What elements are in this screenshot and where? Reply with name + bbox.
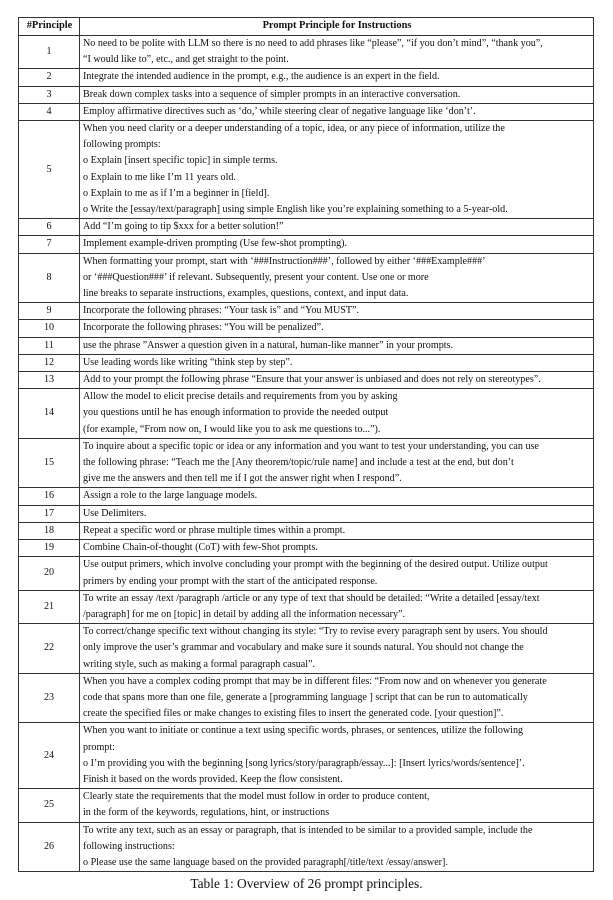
principle-text bbox=[80, 86, 594, 103]
table-row bbox=[19, 303, 594, 320]
principle-text-line: in the form of the keywords, regulations, hint, or instructions bbox=[83, 807, 330, 819]
principle-text-line: you questions until he has enough information to provide the needed output bbox=[83, 407, 389, 419]
principle-number: 1 bbox=[19, 36, 80, 69]
principle-text bbox=[80, 389, 594, 439]
table-row bbox=[19, 557, 594, 590]
principle-text bbox=[80, 624, 594, 674]
principle-text-line: writing style, such as making a formal paragraph casual”. bbox=[83, 658, 316, 670]
principle-text-line: To correct/change specific text without changing its style: “Try to revise every paragraph sent by users. You should bbox=[83, 626, 548, 638]
principle-text bbox=[80, 121, 594, 219]
principle-text-line: create the specified files or make changes to existing files to insert the generated code. [your question]”. bbox=[83, 708, 504, 720]
principle-number: 16 bbox=[19, 488, 80, 505]
principle-text-line: Implement example-driven prompting (Use few-shot prompting). bbox=[83, 238, 348, 250]
principle-text-line: o Explain to me like I’m 11 years old. bbox=[83, 171, 236, 183]
principle-number: 15 bbox=[19, 438, 80, 488]
principle-text bbox=[80, 557, 594, 590]
principle-text-line: o Explain [insert specific topic] in simple terms. bbox=[83, 155, 278, 167]
principle-text-line: Clearly state the requirements that the model must follow in order to produce content, bbox=[83, 791, 430, 803]
principle-text-line: following prompts: bbox=[83, 139, 161, 151]
table-row bbox=[19, 103, 594, 120]
principle-text bbox=[80, 488, 594, 505]
principle-number: 23 bbox=[19, 673, 80, 723]
principle-text-line: Use output primers, which involve concluding your prompt with the beginning of the desired output. Utilize output bbox=[83, 559, 548, 571]
principle-number: 2 bbox=[19, 69, 80, 86]
principle-number: 11 bbox=[19, 337, 80, 354]
principle-text bbox=[80, 103, 594, 120]
table-row bbox=[19, 789, 594, 822]
principle-number: 21 bbox=[19, 590, 80, 623]
principle-text-line: Finish it based on the words provided. Keep the flow consistent. bbox=[83, 773, 343, 785]
table-row bbox=[19, 236, 594, 253]
table-row bbox=[19, 121, 594, 219]
table-row bbox=[19, 624, 594, 674]
principle-text bbox=[80, 236, 594, 253]
principle-number: 14 bbox=[19, 389, 80, 439]
table-row bbox=[19, 69, 594, 86]
principle-text-line: Add to your prompt the following phrase “Ensure that your answer is unbiased and does not rely on stereotypes”. bbox=[83, 374, 541, 386]
column-header-number: #Principle bbox=[19, 18, 80, 36]
table-row bbox=[19, 86, 594, 103]
principle-number: 19 bbox=[19, 540, 80, 557]
principle-text bbox=[80, 505, 594, 522]
principle-text-line: Break down complex tasks into a sequence of simpler prompts in an interactive conversation. bbox=[83, 88, 461, 100]
principle-number: 4 bbox=[19, 103, 80, 120]
principle-text bbox=[80, 673, 594, 723]
principle-text-line: the following phrase: “Teach me the [Any theorem/topic/rule name] and include a test at the end, but don’t bbox=[83, 457, 514, 469]
principle-text bbox=[80, 320, 594, 337]
principle-number: 12 bbox=[19, 354, 80, 371]
principle-text-line: Use Delimiters. bbox=[83, 507, 147, 519]
principle-text-line: When you want to initiate or continue a text using specific words, phrases, or sentences, utilize the following bbox=[83, 725, 524, 737]
principle-text bbox=[80, 337, 594, 354]
principle-text-line: /paragraph] for me on [topic] in detail by adding all the information necessary”. bbox=[83, 608, 406, 620]
principle-text-line: give me the answers and then tell me if I got the answer right when I respond”. bbox=[83, 473, 402, 485]
principle-text bbox=[80, 540, 594, 557]
principle-text-line: code that spans more than one file, generate a [programming language ] script that can be run to automatically bbox=[83, 691, 528, 703]
principle-text-line: To inquire about a specific topic or idea or any information and you want to test your understanding, you can use bbox=[83, 440, 539, 452]
column-header-principle: Prompt Principle for Instructions bbox=[80, 18, 594, 36]
principle-number: 25 bbox=[19, 789, 80, 822]
principle-number: 8 bbox=[19, 253, 80, 303]
principle-number: 13 bbox=[19, 372, 80, 389]
table-row bbox=[19, 505, 594, 522]
principle-text bbox=[80, 590, 594, 623]
principle-text-line: use the phrase ”Answer a question given in a natural, human-like manner” in your prompts. bbox=[83, 339, 453, 351]
principle-text-line: o I’m providing you with the beginning [song lyrics/story/paragraph/essay...]: [Insert lyrics/words/sentence]’. bbox=[83, 757, 525, 769]
principle-text-line: only improve the user’s grammar and vocabulary and make sure it sounds natural. You should not change the bbox=[83, 642, 524, 654]
table-row bbox=[19, 372, 594, 389]
principle-text bbox=[80, 253, 594, 303]
table-row bbox=[19, 354, 594, 371]
principle-text bbox=[80, 822, 594, 872]
principle-text-line: When formatting your prompt, start with ‘###Instruction###’, followed by either ‘###Example###’ bbox=[83, 255, 486, 267]
principle-text-line: Incorporate the following phrases: “You will be penalized”. bbox=[83, 322, 324, 334]
principle-number: 6 bbox=[19, 219, 80, 236]
table-row bbox=[19, 389, 594, 439]
principle-number: 5 bbox=[19, 121, 80, 219]
principle-number: 20 bbox=[19, 557, 80, 590]
principle-number: 18 bbox=[19, 522, 80, 539]
principle-text-line: Assign a role to the large language models. bbox=[83, 490, 258, 502]
principle-text-line: No need to be polite with LLM so there is no need to add phrases like “please”, “if you don’t mind”, “thank you”, bbox=[83, 38, 543, 49]
table-caption: Table 1: Overview of 26 prompt principles. bbox=[190, 876, 423, 891]
principle-text-line: To write an essay /text /paragraph /article or any type of text that should be detailed: “Write a detailed [essay/text bbox=[83, 592, 540, 604]
principle-text bbox=[80, 438, 594, 488]
principle-text-line: “I would like to”, etc., and get straight to the point. bbox=[83, 54, 289, 66]
principle-number: 22 bbox=[19, 624, 80, 674]
principle-text bbox=[80, 789, 594, 822]
principle-text-line: following instructions: bbox=[83, 840, 175, 852]
table-row bbox=[19, 438, 594, 488]
principle-number: 26 bbox=[19, 822, 80, 872]
principle-text-line: primers by ending your prompt with the start of the anticipated response. bbox=[83, 575, 378, 587]
principle-text-line: line breaks to separate instructions, examples, questions, context, and input data. bbox=[83, 288, 409, 300]
principle-text-line: o Write the [essay/text/paragraph] using simple English like you’re explaining something to a 5-year-old. bbox=[83, 204, 508, 216]
principle-text-line: or ‘###Question###’ if relevant. Subsequently, present your content. Use one or more bbox=[83, 271, 429, 283]
principle-text bbox=[80, 723, 594, 789]
principle-text bbox=[80, 372, 594, 389]
table-row bbox=[19, 723, 594, 789]
principle-text-line: o Please use the same language based on the provided paragraph[/title/text /essay/answer]. bbox=[83, 856, 448, 868]
principle-text bbox=[80, 303, 594, 320]
principle-number: 7 bbox=[19, 236, 80, 253]
principle-number: 10 bbox=[19, 320, 80, 337]
principle-number: 24 bbox=[19, 723, 80, 789]
principle-number: 3 bbox=[19, 86, 80, 103]
principle-text-line: (for example, “From now on, I would like you to ask me questions to...”). bbox=[83, 423, 381, 435]
table-row bbox=[19, 219, 594, 236]
principle-text-line: Use leading words like writing “think step by step”. bbox=[83, 356, 293, 368]
table-row bbox=[19, 522, 594, 539]
principle-text-line: Add “I’m going to tip $xxx for a better solution!” bbox=[83, 221, 284, 233]
principle-text-line: Combine Chain-of-thought (CoT) with few-Shot prompts. bbox=[83, 542, 318, 554]
principle-number: 17 bbox=[19, 505, 80, 522]
principle-number: 9 bbox=[19, 303, 80, 320]
principle-text-line: To write any text, such as an essay or paragraph, that is intended to be similar to a provided sample, include the bbox=[83, 824, 533, 836]
table-row bbox=[19, 253, 594, 303]
principle-text-line: o Explain to me as if I’m a beginner in [field]. bbox=[83, 187, 270, 199]
principle-text-line: Repeat a specific word or phrase multiple times within a prompt. bbox=[83, 524, 346, 536]
principles-table-container bbox=[18, 17, 594, 872]
principle-text bbox=[80, 354, 594, 371]
principle-text bbox=[80, 219, 594, 236]
principle-text-line: Incorporate the following phrases: “Your task is” and “You MUST”. bbox=[83, 305, 360, 317]
principle-text-line: When you have a complex coding prompt that may be in different files: “From now and on whenever you generate bbox=[83, 675, 547, 687]
table-row bbox=[19, 822, 594, 872]
principles-table bbox=[18, 17, 594, 872]
principle-text bbox=[80, 522, 594, 539]
principle-text-line: prompt: bbox=[83, 741, 115, 753]
table-row bbox=[19, 320, 594, 337]
table-header-row bbox=[19, 18, 594, 36]
table-row bbox=[19, 540, 594, 557]
table-body bbox=[19, 36, 594, 872]
table-row bbox=[19, 673, 594, 723]
principle-text-line: Integrate the intended audience in the prompt, e.g., the audience is an expert in the field. bbox=[83, 71, 440, 83]
table-row bbox=[19, 337, 594, 354]
table-row bbox=[19, 590, 594, 623]
table-row bbox=[19, 36, 594, 69]
principle-text-line: When you need clarity or a deeper understanding of a topic, idea, or any piece of information, utilize the bbox=[83, 123, 505, 135]
principle-text bbox=[80, 36, 594, 69]
table-row bbox=[19, 488, 594, 505]
principle-text-line: Allow the model to elicit precise details and requirements from you by asking bbox=[83, 391, 398, 403]
principle-text-line: Employ affirmative directives such as ‘do,’ while steering clear of negative language like ‘don’t’. bbox=[83, 105, 476, 117]
principle-text bbox=[80, 69, 594, 86]
